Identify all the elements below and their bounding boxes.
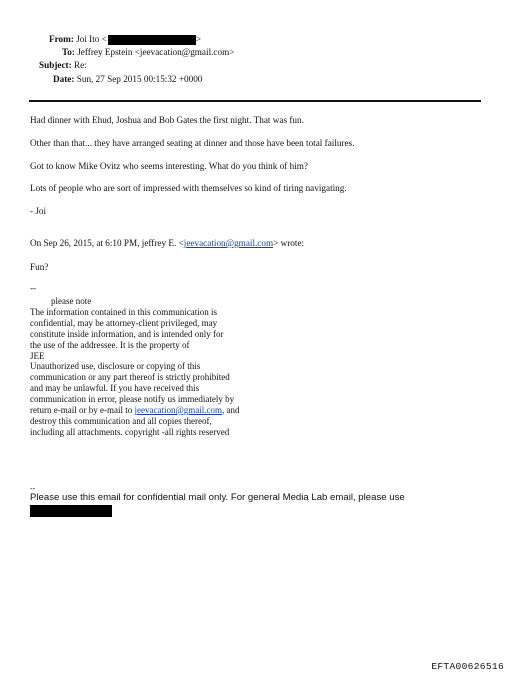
footer bbox=[30, 486, 405, 517]
quote-prefix: On Sep 26, 2015, at 6:10 PM, jeffrey E. < bbox=[30, 238, 184, 248]
disclaimer-line: confidential, may be attorney-client privileged, may bbox=[30, 317, 218, 328]
body-paragraph: Lots of people who are sort of impressed with themselves so kind of tiring navigating. bbox=[30, 183, 347, 193]
disclaimer bbox=[30, 296, 239, 438]
body-paragraph: Had dinner with Ehud, Joshua and Bob Gates the first night. That was fun. bbox=[30, 115, 304, 125]
disclaimer-line: The information contained in this communication is bbox=[30, 306, 217, 317]
date-line bbox=[53, 73, 202, 85]
disclaimer-email-link[interactable]: jeevacation@gmail.com bbox=[134, 405, 222, 416]
disclaimer-line: and may be unlawful. If you have received this bbox=[30, 383, 200, 394]
date-value: Sun, 27 Sep 2015 00:15:32 +0000 bbox=[76, 74, 203, 84]
from-value: Joi Ito < bbox=[76, 34, 107, 44]
disclaimer-line: communication in error, please notify us immediately by bbox=[30, 394, 235, 405]
body-paragraph: Other than that... they have arranged seating at dinner and those have been total failures. bbox=[30, 138, 355, 148]
disclaimer-line: destroy this communication and all copies thereof, bbox=[30, 415, 212, 426]
redaction-bar bbox=[108, 35, 196, 45]
quote-message: Fun? bbox=[30, 262, 49, 272]
quote-attribution bbox=[30, 237, 304, 249]
from-tail: > bbox=[195, 34, 202, 44]
footer-text: Please use this email for confidential mail only. For general Media Lab email, please use bbox=[30, 492, 405, 503]
disclaimer-line: the use of the addressee. It is the property of bbox=[30, 339, 190, 350]
subject-label: Subject: bbox=[39, 60, 72, 70]
to-label: To: bbox=[62, 47, 75, 57]
disclaimer-email-prefix: return e-mail or by e-mail to bbox=[30, 405, 135, 416]
to-value: Jeffrey Epstein <jeevacation@gmail.com> bbox=[77, 47, 235, 57]
from-label: From: bbox=[49, 34, 74, 44]
date-label: Date: bbox=[53, 74, 75, 84]
quote-separator: -- bbox=[30, 283, 37, 293]
body-paragraph: Got to know Mike Ovitz who seems interesting. What do you think of him? bbox=[30, 161, 308, 171]
disclaimer-line: including all attachments. copyright -all rights reserved bbox=[30, 426, 230, 437]
subject-line bbox=[39, 59, 87, 71]
to-line bbox=[62, 46, 234, 58]
subject-value: Re: bbox=[73, 60, 87, 70]
from-line bbox=[49, 33, 201, 45]
quote-email-link[interactable]: jeevacation@gmail.com bbox=[183, 238, 274, 248]
disclaimer-line: Unauthorized use, disclosure or copying of this bbox=[30, 361, 201, 372]
signature: - Joi bbox=[30, 206, 47, 216]
redaction-bar bbox=[30, 505, 112, 517]
footer-separator: -- bbox=[30, 484, 36, 493]
disclaimer-heading: please note bbox=[51, 296, 92, 306]
disclaimer-email-line bbox=[30, 405, 239, 416]
disclaimer-line: JEE bbox=[30, 350, 45, 361]
quote-suffix: > wrote: bbox=[273, 238, 305, 248]
disclaimer-line: constitute inside information, and is intended only for bbox=[30, 328, 224, 339]
disclaimer-email-suffix: , and bbox=[221, 405, 240, 416]
bates-number: EFTA00626516 bbox=[431, 661, 504, 672]
header-divider bbox=[29, 100, 481, 102]
disclaimer-line: communication or any part thereof is strictly prohibited bbox=[30, 372, 230, 383]
